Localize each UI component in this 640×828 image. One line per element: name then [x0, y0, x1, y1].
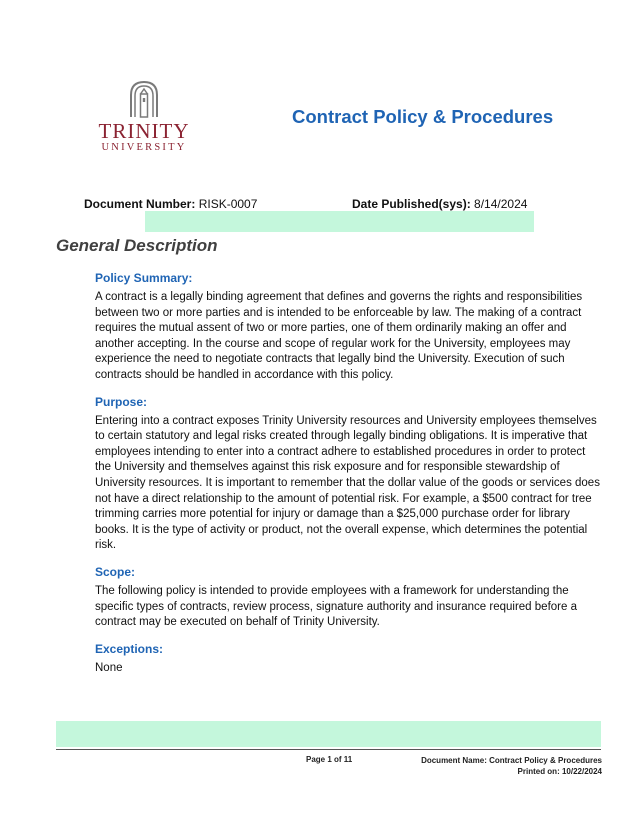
exceptions-text: None — [95, 661, 123, 674]
footer-highlight-band — [56, 721, 601, 747]
document-number — [84, 197, 257, 211]
document-title: Contract Policy & Procedures — [292, 106, 554, 127]
exceptions-heading: Exceptions: — [95, 641, 164, 656]
trinity-logo — [88, 80, 200, 154]
footer-printed-on: Printed on: 10/22/2024 — [517, 767, 602, 776]
footer-info — [421, 755, 602, 777]
section-heading: General Description — [56, 236, 218, 255]
page-number: Page 1 of 11 — [306, 755, 353, 764]
date-published-value: 8/14/2024 — [474, 197, 528, 211]
policy-summary-text: A contract is a legally binding agreement that defines and governs the rights and responsibilities between two or more parties and is intended to be enforceable by law. The making of a contract requires the mutual assent of two or more parties, one of them ordinarily making an offer and another accepting. In the course and scope of regular work for the University, employees may experience the need to negotiate contracts that legally bind the University. Execution of such contracts should be handled in accordance with this policy. — [95, 291, 583, 381]
scope-heading: Scope: — [95, 564, 136, 579]
date-published — [352, 197, 527, 211]
header-highlight-band — [145, 211, 534, 232]
section-content — [95, 270, 601, 686]
purpose-heading: Purpose: — [95, 394, 148, 409]
purpose-text: Entering into a contract exposes Trinity University resources and University employees themselves to certain statutory and legal risks created through legally binding obligations. It is imperative that employees intending to enter into a contract adhere to established procedures in order to protect the University and themselves against this risk exposure and for responsible stewardship of University resources. It is important to remember that the dollar value of the goods or services does not have a direct relationship to the amount of potential risk. For example, a $500 contract for tree trimming carries more potential for injury or damage than a $25,000 purchase order for library books. It is the type of activity or product, not the overall expense, which determines the potential risk. — [95, 414, 600, 552]
document-number-label: Document Number: — [84, 197, 196, 211]
logo-subtitle: UNIVERSITY — [101, 142, 187, 153]
tower-emblem-icon — [126, 80, 162, 118]
document-number-value: RISK-0007 — [198, 197, 258, 211]
footer-divider — [56, 749, 601, 750]
logo-wordmark: TRINITY — [98, 119, 190, 143]
scope-text: The following policy is intended to provide employees with a framework for understanding the specific types of contracts, review process, signature authority and insurance required before a contract may be executed on behalf of Trinity University. — [95, 584, 577, 629]
footer-document-name: Document Name: Contract Policy & Procedures — [421, 756, 602, 765]
date-published-label: Date Published(sys): — [352, 197, 471, 211]
policy-summary-heading: Policy Summary: — [95, 271, 193, 285]
